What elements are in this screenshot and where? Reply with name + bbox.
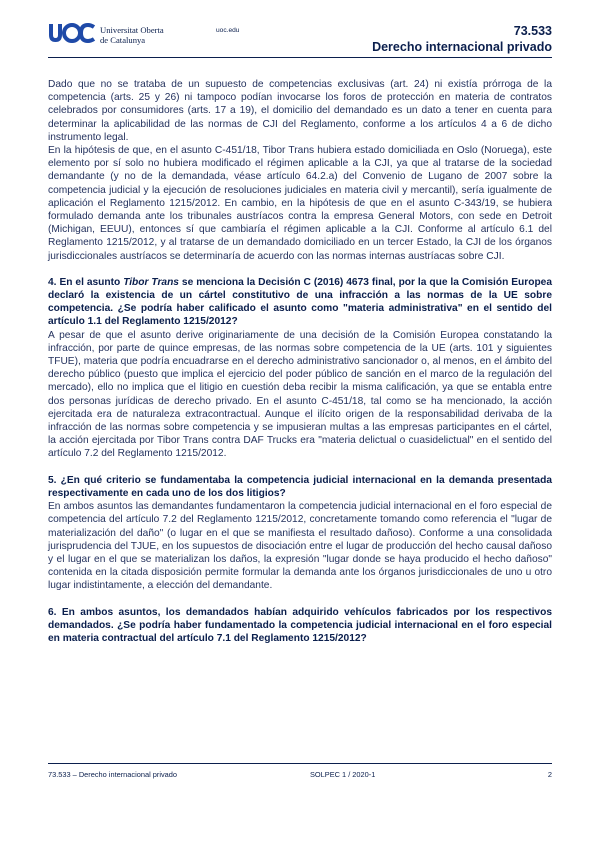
paragraph-2: En la hipótesis de que, en el asunto C-451/18, Tibor Trans hubiera estado domiciliada en Oslo (Noruega), este elemento por sí solo no hubiera modificado el régimen aplicable a la CJI, ya que al tratarse de la sociedad demandante (y no de la demandada, véase artículo 64.2.a) del Convenio de Lugano de 2007 sobre la competencia judicial y la ejecución de resoluciones judiciales en materia civil y mercantil), sería igualmente de aplicación el Reglamento 1215/2012. En cambio, en la hipótesis de que en el asunto C-343/19, se hubiera formulado demanda ante los tribunales austríacos contra la empresa General Motors, con sede en Detroit (Michigan, EEUU), entonces sí que cambiaría el régimen aplicable a la CJI. Conforme al artículo 6.1 del Reglamento 1215/2012, y al tratarse de un demandado domiciliado en un tercer Estado, la CJI de los órganos jurisdiccionales austríacos se determinaría de acuerdo con las normas internas austríacas sobre CJI. [48, 145, 552, 262]
question-6: 6. En ambos asuntos, los demandados habían adquirido vehículos fabricados por los respectivos demandados. ¿Se podría haber fundamentado la competencia judicial internacional en el foro especial en materia contractual del artículo 7.1 del Reglamento 1215/2012? [48, 606, 552, 644]
document-body [48, 78, 552, 645]
logo-line-1: Universitat Oberta [100, 25, 164, 35]
footer-divider [48, 763, 552, 764]
answer-5: En ambos asuntos las demandantes fundamentaron la competencia judicial internacional en el foro especial de competencia del artículo 7.2 del Reglamento 1215/2012, concretamente tomando como referencia el "lugar de materialización del daño" (o lugar en el que se manifiesta el resultado dañoso). Conforme a una consolidada jurisprudencia del TJUE, en los supuestos de disociación entre el lugar de producción del hecho causal dañoso y el lugar en el que se materializan los daños, la expresión "lugar donde se haya producido el hecho dañoso" contenida en la citada disposición permite formular la demanda ante los órganos jurisdiccionales de uno u otro lugar indistintamente, a elección del demandante. [48, 501, 552, 592]
question-4-rest: se menciona la Decisión C (2016) 4673 final, por la que la Comisión Europea declaró la existencia de un cártel constitutivo de una infracción a las normas de la UE sobre competencia. ¿Se podría haber calificado el asunto como "materia administrativa" en el sentido del artículo 1.1 del Reglamento 1215/2012? [48, 276, 552, 328]
logo-line-2: de Catalunya [100, 35, 146, 45]
question-4-case-name: Tibor Trans [123, 276, 179, 288]
question-5: 5. ¿En qué criterio se fundamentaba la competencia judicial internacional en la demanda presentada respectivamente en cada uno de los dos litigios? [48, 474, 552, 499]
course-code: 73.533 [513, 24, 552, 38]
uoc-logo-icon [48, 22, 96, 44]
question-4-start: 4. En el asunto [48, 276, 124, 288]
logo-text [100, 25, 164, 45]
page-header [0, 0, 600, 58]
question-4 [48, 276, 552, 329]
website-link[interactable]: uoc.edu [216, 27, 240, 34]
footer-course: 73.533 – Derecho internacional privado [48, 770, 178, 779]
page-number: 2 [547, 770, 552, 779]
footer-document-id: SOLPEC 1 / 2020-1 [310, 770, 376, 779]
paragraph-1: Dado que no se trataba de un supuesto de competencias exclusivas (art. 24) ni existía prórroga de la competencia (arts. 25 y 26) ni tampoco podían invocarse los foros de protección en materia de contratos celebrados por consumidores (arts. 17 a 19), el domicilio del demandado es un dato a tener en cuenta para determinar la aplicabilidad de las normas de CJI del Reglamento, conforme a los artículos 4 a 6 de dicho instrumento legal. [48, 79, 552, 143]
answer-4: A pesar de que el asunto derive originariamente de una decisión de la Comisión Europea constatando la infracción, por parte de quince empresas, de las normas sobre competencia de la UE (arts. 101 y siguientes TFUE), materia que podría encuadrarse en el derecho administrativo sancionador o, al menos, en el ámbito del derecho público (puesto que implica el ejercicio del poder público de sanción en el marco de la regulación del mercado), ello no implica que el litigio en cuestión deba recibir la misma calificación, ya que se entabla entre dos personas jurídicas de derecho privado. En el asunto C-451/18, tal como se ha mencionado, la acción ejercitada era de naturaleza extracontractual. Aunque el ilícito origen de la responsabilidad derivaba de la infracción de las normas sobre competencia y se impusieran multas a las empresas participantes en el cártel, la acción ejercitada por Tibor Trans contra DAF Trucks era "materia delictual o cuasidelictual" en el sentido del artículo 7.2 del Reglamento 1215/2012. [48, 329, 552, 460]
header-divider [48, 57, 552, 58]
course-name: Derecho internacional privado [372, 40, 552, 54]
